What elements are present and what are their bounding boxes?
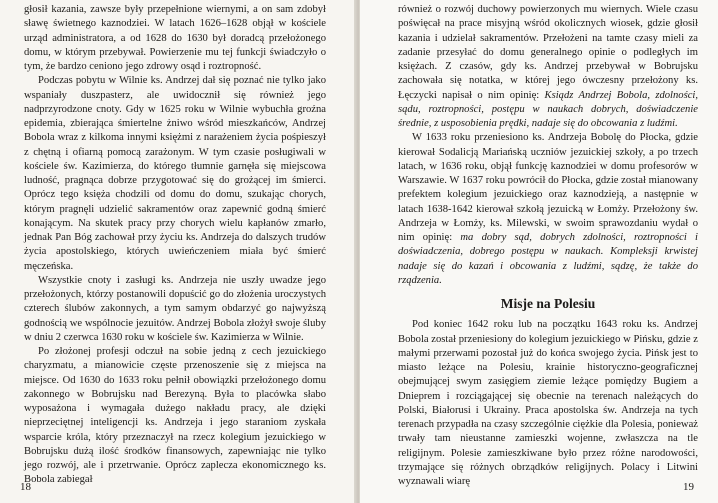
quotation: Ksiądz Andrzej Bobola, zdolności, sądu, roztropności, postępu w naukach dobrych, doświadczenie średnie, z usposobienia prędki, nadaje się do obcowania z ludźmi.: [398, 89, 698, 129]
page-number: 18: [20, 481, 31, 493]
paragraph: Po złożonej profesji odczuł na sobie jedną z cech jezuickiego charyzmatu, a mianowicie częste przenoszenie się z miejsca na miejsce. Od 1630 do 1633 roku pełnił obowiązki przełożonego domu zakonnego w Bobrujsku nad Berezyną. Była to placówka słabo wyposażona i wymagała dużego nakładu pracy, ale dzięki nieprzeciętnej inteligencji ks. Andrzeja i jego staraniom zyskała wsparcie króla, który przeznaczył na rzecz kolegium jezuickiego w Bobrujsku dużą ilość środków finansowych, zapewniając nie tylko jego rozwój, ale i przetrwanie. Oprócz zaplecza ekonomicznego ks. Bobola zabiegał: [24, 346, 326, 486]
section-heading: Misje na Polesiu: [500, 296, 596, 311]
right-page-text: [398, 3, 698, 489]
paragraph: [398, 3, 698, 131]
paragraph: Podczas pobytu w Wilnie ks. Andrzej dał się poznać nie tylko jako wspaniały duszpasterz, ale uwidocznił się również jego nadprzyrodzone cnoty. Gdy w 1625 roku w Wilnie wybuchła groźna epidemia, zbierająca śmiertelne żniwo wśród mieszkańców, Andrzej Bobola wraz z kilkoma innymi księżmi z narażeniem życia pośpieszył z chętną i ofiarną pomocą zarażonym. W tym czasie posługiwali w kościele św. Kazimierza, do którego tłumnie garnęła się miejscowa ludność, pragnąca dobrze przygotować się do grożącej im śmierci. Oprócz tego księża chodzili od domu do domu, szukając chorych, którym pragnęli udzielić sakramentów oraz zapewnić godną śmierć konającym. Na skutek pracy przy chorych wielu kapłanów zmarło, jednak Pan Bóg zachował przy życiu ks. Andrzeja do dalszych trudów życia apostolskiego, których uwieńczeniem miała być śmierć męczeńska.: [24, 75, 326, 272]
page-number: 19: [683, 481, 694, 493]
paragraph: Wszystkie cnoty i zasługi ks. Andrzeja nie uszły uwadze jego przełożonych, którzy postanowili dopuścić go do złożenia uroczystych czterech ślubów zakonnych, a tym samym obdarzyć go najwyższą godnością we wspólnocie jezuitów. Andrzej Bobola złożył swoje śluby w dniu 2 czerwca 1630 roku w kościele św. Kazimierza w Wilnie.: [24, 274, 326, 343]
left-page: [0, 0, 358, 503]
paragraph-text: W 1633 roku przeniesiono ks. Andrzeja Bobolę do Płocka, gdzie kierował Sodalicją Mariańską uczniów jezuickiej szkoły, a po trzech latach, w 1636 roku, objął funkcję kaznodziei w domu profesorów w Warszawie. W 1637 roku powrócił do Płocka, gdzie został mianowany prefektem kolegium jezuickiego oraz kaznodzieją, a następnie w latach 1638-1642 kierował szkołą jezuicką w Łomży. Przełożony św. Andrzeja w Łomży, ks. Milewski, w swoim sprawozdaniu wydał o nim opinię:: [398, 132, 698, 243]
paragraph: Pod koniec 1642 roku lub na początku 1643 roku ks. Andrzej Bobola został przeniesiony do kolegium jezuickiego w Pińsku, gdzie z małymi przerwami pozostał już do końca swojego życia. Pińsk jest to miasto leżące na Polesiu, krainie historyczno-geograficznej obejmującej swym zasięgiem ziemie leżące pomiędzy Bugiem a Dnieprem i rozciągającej się obecnie na terenach należących do Polski, Białorusi i Ukrainy. Praca apostolska św. Andrzeja na tych terenach przypadła na czasy szczególnie ciężkie dla Polesia, ponieważ trwały tam nieustanne zamieszki wojenne, zwłaszcza na tle religijnym. Polesie zamieszkiwane było przez różne narodowości, trzymające się różnych obrządków religijnych. Polacy i Litwini wyznawali wiarę: [398, 319, 698, 487]
left-page-text: [24, 3, 326, 488]
quotation: ma dobry sąd, dobrych zdolności, roztropności i doświadczenia, dobrego postępu w naukach. Kompleksji krwistej nadaje się do kazań i obcowania z ludźmi, sądzę, że także do rządzenia.: [398, 232, 698, 286]
paragraph: głosił kazania, zawsze były przepełnione wiernymi, a on sam zdobył sławę świetnego kaznodziei. W latach 1626–1628 objął w kościele urząd administratora, a od 1628 do 1630 był doradcą przełożonego domu, w którym przebywał. Powierzenie mu tej funkcji świadczyło o tym, że bardzo ceniono jego zdrowy osąd i roztropność.: [24, 4, 326, 72]
paragraph-text: również o rozwój duchowy powierzonych mu wiernych. Wiele czasu poświęcał na prace misyjną wśród okolicznych wiosek, gdzie głosił kazania i udzielał sakramentów. Przełożeni na tamte czasy mieli za zadanie przesyłać do domu generalnego opinie o podległych im księżach. Z czasów, gdy ks. Andrzej przebywał w Bobrujsku zachowała się notatka, w której jego ówczesny przełożony ks. Łęczycki napisał o nim opinię:: [398, 4, 698, 101]
paragraph: [398, 131, 698, 288]
right-page: [360, 0, 718, 503]
